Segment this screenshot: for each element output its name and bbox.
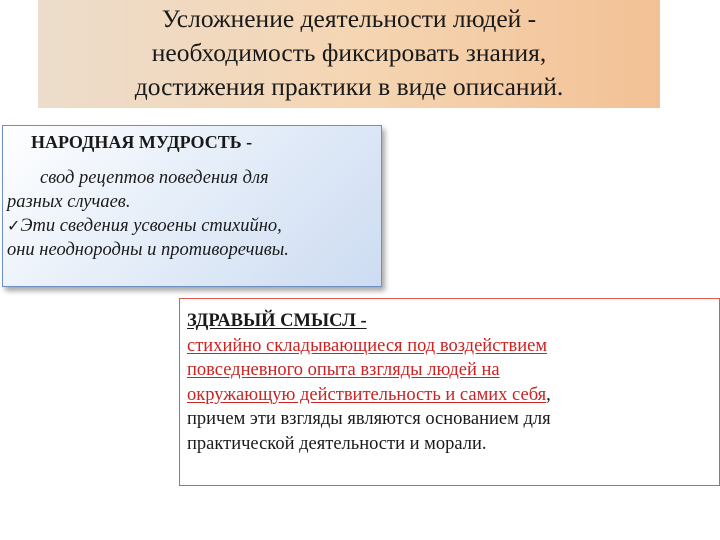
folk-wisdom-line: Эти сведения усвоены стихийно, [20,216,282,236]
folk-wisdom-line: свод рецептов поведения для [40,168,269,188]
common-sense-text [187,309,713,456]
title-line: необходимость фиксировать знания, [151,38,547,67]
common-sense-heading: ЗДРАВЫЙ СМЫСЛ - [187,311,367,331]
common-sense-box [179,298,720,486]
common-sense-comma: , [546,384,551,405]
folk-wisdom-box [2,125,382,287]
common-sense-highlight-line: повседневного опыта взгляды людей на [187,360,500,380]
common-sense-line: практической деятельности и морали. [187,433,487,454]
common-sense-line: причем эти взгляды являются основанием для [187,409,551,429]
title-line: достижения практики в виде описаний. [134,72,564,101]
common-sense-highlight-line: стихийно складывающиеся под воздействием [187,335,548,356]
common-sense-highlight-line: окружающую действительность и самих себя [187,384,547,405]
folk-wisdom-line: они неоднородны и противоречивы. [7,240,289,260]
checkmark-icon: ✓ [7,216,21,235]
folk-wisdom-bullet-line [7,214,379,238]
folk-wisdom-heading: НАРОДНАЯ МУДРОСТЬ - [31,132,253,152]
slide-title [38,0,660,108]
folk-wisdom-line: разных случаев. [7,192,131,212]
title-line: Усложнение деятельности людей - [161,4,537,33]
folk-wisdom-text [7,166,379,262]
common-sense-highlight-row [187,383,713,408]
